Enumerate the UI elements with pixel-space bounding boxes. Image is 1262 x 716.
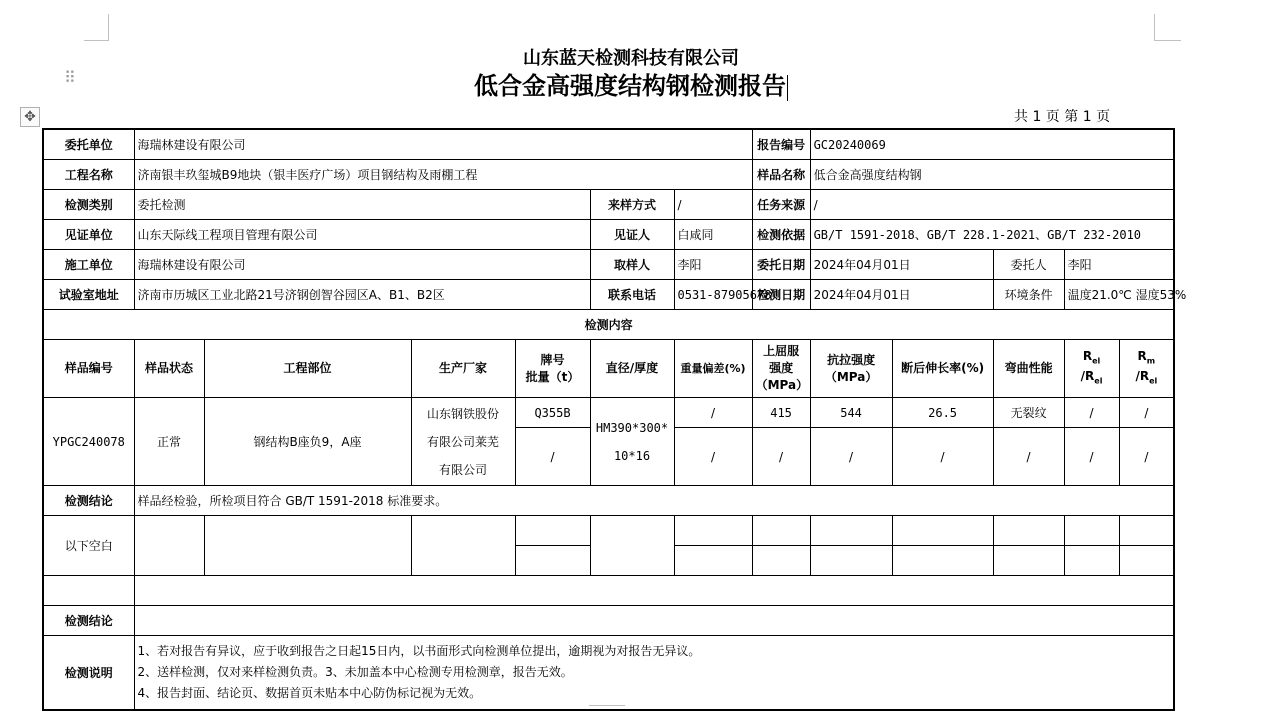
r1-yield[interactable]: 415 (752, 398, 810, 428)
blank-cell[interactable] (892, 516, 993, 546)
col-tensile-line1: 抗拉强度 (827, 352, 876, 367)
blank-below-label: 以下空白 (43, 516, 134, 576)
col-part: 工程部位 (204, 340, 411, 398)
blank-cell[interactable] (674, 546, 752, 576)
notes-label: 检测说明 (43, 636, 134, 710)
empty-value-cell[interactable] (134, 576, 1174, 606)
sample-maker-cell[interactable]: 山东钢铁股份 有限公司莱芜 有限公司 (411, 398, 515, 486)
col-ratio-rm: $R_m$ $/R_{el}$ (1119, 340, 1174, 398)
blank-cell[interactable] (590, 516, 674, 576)
blank-cell[interactable] (1064, 516, 1119, 546)
conclusion1-label: 检测结论 (43, 486, 134, 516)
note-line: 4、报告封面、结论页、数据首页未贴本中心防伪标记视为无效。 (137, 685, 482, 700)
col-tensile-line2: （MPa） (824, 369, 878, 384)
col-grade-line2: 批量（t） (525, 369, 580, 384)
witness-value[interactable]: 白咸同 (674, 220, 752, 250)
sample-size-cell[interactable]: HM390*300* 10*16 (590, 398, 674, 486)
test-type-value[interactable]: 委托检测 (134, 190, 590, 220)
commission-date-value[interactable]: 2024年04月01日 (810, 250, 993, 280)
col-yield-line2: 强度 (769, 361, 794, 375)
blank-cell[interactable] (993, 546, 1064, 576)
task-source-value[interactable]: / (810, 190, 1174, 220)
blank-cell[interactable] (411, 516, 515, 576)
blank-cell[interactable] (752, 546, 810, 576)
r2-weight-dev[interactable]: / (674, 428, 752, 486)
r1-elongation[interactable]: 26.5 (892, 398, 993, 428)
sample-batch-cell[interactable]: / (515, 428, 590, 486)
consignor-label: 委托人 (993, 250, 1064, 280)
phone-value[interactable]: 0531-87905678 (674, 280, 752, 310)
sample-state-cell[interactable]: 正常 (134, 398, 204, 486)
sample-name-value[interactable]: 低合金高强度结构钢 (810, 160, 1174, 190)
text-cursor (787, 75, 788, 101)
col-yield (752, 340, 810, 398)
col-state: 样品状态 (134, 340, 204, 398)
sampler-value[interactable]: 李阳 (674, 250, 752, 280)
col-bend: 弯曲性能 (993, 340, 1064, 398)
blank-cell[interactable] (674, 516, 752, 546)
drag-handle-icon[interactable]: ⠿ (64, 68, 76, 87)
r2-yield[interactable]: / (752, 428, 810, 486)
blank-cell[interactable] (892, 546, 993, 576)
conclusion2-value[interactable] (134, 606, 1174, 636)
col-sample-no: 样品编号 (43, 340, 134, 398)
page-corner-top-right (1154, 14, 1181, 41)
consignor-value[interactable]: 李阳 (1064, 250, 1174, 280)
commission-date-label: 委托日期 (752, 250, 810, 280)
test-date-label: 检测日期 (752, 280, 810, 310)
phone-label: 联系电话 (590, 280, 674, 310)
sample-method-value[interactable]: / (674, 190, 752, 220)
r1-ratio-rm[interactable]: / (1119, 398, 1174, 428)
blank-cell[interactable] (810, 516, 892, 546)
lab-address-value[interactable]: 济南市历城区工业北路21号济钢创智谷园区A、B1、B2区 (134, 280, 590, 310)
builder-value[interactable]: 海瑞林建设有限公司 (134, 250, 590, 280)
blank-cell[interactable] (515, 516, 590, 546)
blank-cell[interactable] (134, 516, 204, 576)
basis-label: 检测依据 (752, 220, 810, 250)
notes-value[interactable] (134, 636, 1174, 710)
r2-elongation[interactable]: / (892, 428, 993, 486)
empty-label-cell[interactable] (43, 576, 134, 606)
r1-weight-dev[interactable]: / (674, 398, 752, 428)
witness-label: 见证人 (590, 220, 674, 250)
col-size: 直径/厚度 (590, 340, 674, 398)
sample-method-label: 来样方式 (590, 190, 674, 220)
test-date-value[interactable]: 2024年04月01日 (810, 280, 993, 310)
blank-cell[interactable] (515, 546, 590, 576)
table-move-handle-icon[interactable]: ✥ (20, 107, 40, 127)
project-value[interactable]: 济南银丰玖玺城B9地块（银丰医疗广场）项目钢结构及雨棚工程 (134, 160, 752, 190)
report-no-value[interactable]: GC20240069 (810, 129, 1174, 160)
blank-cell[interactable] (1119, 516, 1174, 546)
witness-unit-value[interactable]: 山东天际线工程项目管理有限公司 (134, 220, 590, 250)
blank-cell[interactable] (1064, 546, 1119, 576)
test-type-label: 检测类别 (43, 190, 134, 220)
witness-unit-label: 见证单位 (43, 220, 134, 250)
note-line: 2、送样检测，仅对来样检测负责。3、未加盖本中心检测专用检测章，报告无效。 (137, 664, 573, 679)
r2-ratio-rel[interactable]: / (1064, 428, 1119, 486)
sample-grade-cell[interactable]: Q355B (515, 398, 590, 428)
client-label: 委托单位 (43, 129, 134, 160)
col-grade-line1: 牌号 (540, 352, 565, 367)
r2-tensile[interactable]: / (810, 428, 892, 486)
page-count: 共 1 页 第 1 页 (1014, 109, 1111, 125)
report-title[interactable]: 低合金高强度结构钢检测报告 (474, 71, 786, 100)
page-corner-top-left (84, 14, 109, 41)
r1-ratio-rel[interactable]: / (1064, 398, 1119, 428)
blank-cell[interactable] (1119, 546, 1174, 576)
basis-value[interactable]: GB/T 1591-2018、GB/T 228.1-2021、GB/T 232-2010 (810, 220, 1174, 250)
content-section-title: 检测内容 (43, 310, 1174, 340)
r2-bend[interactable]: / (993, 428, 1064, 486)
col-grade-batch (515, 340, 590, 398)
builder-label: 施工单位 (43, 250, 134, 280)
blank-cell[interactable] (752, 516, 810, 546)
env-value[interactable]: 温度21.0℃ 湿度53% (1064, 280, 1174, 310)
note-line: 1、若对报告有异议，应于收到报告之日起15日内，以书面形式向检测单位提出，逾期视为对报告无异议。 (137, 643, 701, 658)
col-yield-line3: （MPa） (755, 378, 809, 392)
sample-name-label: 样品名称 (752, 160, 810, 190)
col-weight-dev: 重量偏差(%) (674, 340, 752, 398)
sample-no-cell[interactable]: YPGC240078 (43, 398, 134, 486)
project-label: 工程名称 (43, 160, 134, 190)
conclusion2-label: 检测结论 (43, 606, 134, 636)
conclusion1-value[interactable]: 样品经检验，所检项目符合 GB/T 1591-2018 标准要求。 (134, 486, 1174, 516)
col-tensile (810, 340, 892, 398)
report-table (42, 128, 1187, 711)
sample-part-cell[interactable]: 钢结构B座负9，A座 (204, 398, 411, 486)
report-no-label: 报告编号 (752, 129, 810, 160)
client-value[interactable]: 海瑞林建设有限公司 (134, 129, 752, 160)
task-source-label: 任务来源 (752, 190, 810, 220)
col-ratio-rel: $R_{el}$ $/R_{el}$ (1064, 340, 1119, 398)
lab-address-label: 试验室地址 (43, 280, 134, 310)
company-name: 山东蓝天检测科技有限公司 (523, 48, 739, 69)
r2-ratio-rm[interactable]: / (1119, 428, 1174, 486)
blank-cell[interactable] (993, 516, 1064, 546)
sampler-label: 取样人 (590, 250, 674, 280)
r1-tensile[interactable]: 544 (810, 398, 892, 428)
col-yield-line1: 上屈服 (763, 344, 800, 358)
blank-cell[interactable] (204, 516, 411, 576)
blank-cell[interactable] (810, 546, 892, 576)
env-label: 环境条件 (993, 280, 1064, 310)
col-elongation: 断后伸长率(%) (892, 340, 993, 398)
col-maker: 生产厂家 (411, 340, 515, 398)
r1-bend[interactable]: 无裂纹 (993, 398, 1064, 428)
